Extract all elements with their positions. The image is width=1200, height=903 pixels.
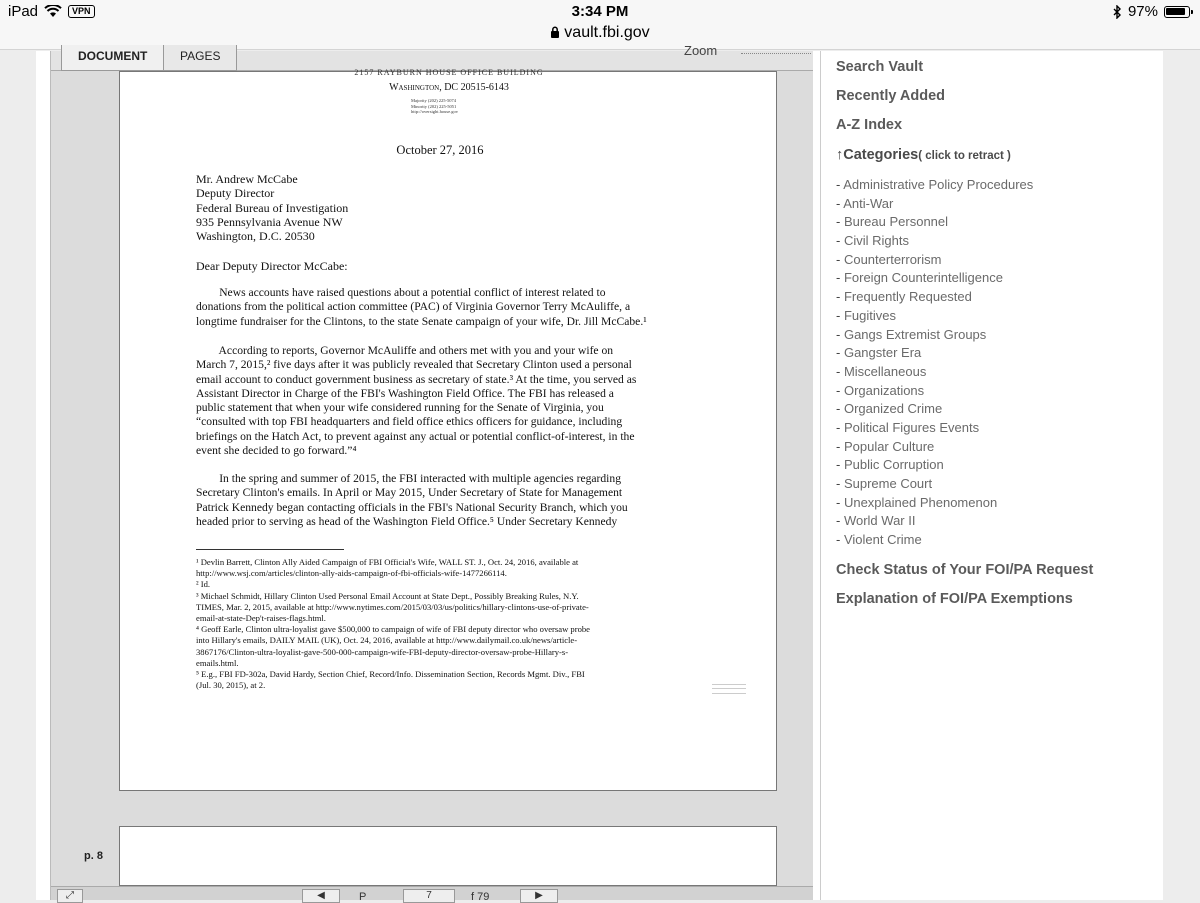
footnote-rule — [196, 549, 344, 550]
fullscreen-icon[interactable]: ⤢ — [57, 889, 83, 903]
text-line: According to reports, Governor McAuliffe and others met with you and your wife on — [196, 344, 614, 357]
web-page — [36, 43, 1163, 903]
url-text: vault.fbi.gov — [564, 24, 650, 41]
paragraph-2 — [196, 344, 676, 458]
category-label: Fugitives — [843, 307, 896, 323]
category-item[interactable]: - Popular Culture — [836, 438, 935, 454]
check-status-link[interactable]: Check Status of Your FOI/PA Request — [836, 562, 1094, 578]
phone-line: Minority (202) 225-5051 — [411, 103, 457, 109]
category-label: Unexplained Phenomenon — [843, 494, 998, 510]
phone-line: http://oversight.house.gov — [411, 109, 458, 114]
categories-title: ↑Categories — [836, 147, 919, 163]
letter-header-city: Washington, DC 20515-6143 — [389, 82, 509, 93]
category-label: World War II — [843, 513, 916, 529]
device-label: iPad — [8, 3, 39, 20]
tab-document[interactable]: DOCUMENT — [61, 45, 164, 71]
page-total: f 79 — [471, 891, 490, 903]
search-vault-link[interactable]: Search Vault — [836, 59, 924, 75]
bluetooth-icon — [1113, 5, 1122, 19]
footnote-line: TIMES, Mar. 2, 2015, available at http://www.nytimes.com/2015/03/03/us/politics/hillary-clintons-use-of-private- — [196, 601, 589, 612]
footnote-line: emails.html. — [196, 657, 239, 668]
categories-list — [836, 176, 1033, 550]
page-prefix: P — [359, 891, 367, 903]
category-item[interactable]: - Gangster Era — [836, 345, 922, 361]
category-label: Administrative Policy Procedures — [843, 177, 1034, 192]
text-line: In the spring and summer of 2015, the FBI interacted with multiple agencies regarding — [196, 472, 622, 485]
footnote-line: ¹ Devlin Barrett, Clinton Ally Aided Campaign of FBI Official's Wife, WALL ST. J., Oct. 24, 2016, available at — [196, 557, 579, 567]
letter-header-building: 2157 RAYBURN HOUSE OFFICE BUILDING — [354, 68, 544, 77]
address-line: Mr. Andrew McCabe — [196, 172, 298, 186]
battery-percent: 97% — [1127, 3, 1158, 20]
category-item[interactable]: - Bureau Personnel — [836, 214, 949, 230]
address-line: 935 Pennsylvania Avenue NW — [196, 214, 343, 229]
letter-date: October 27, 2016 — [396, 143, 484, 157]
address-line: Federal Bureau of Investigation — [196, 200, 349, 215]
text-line: event she decided to go forward.”⁴ — [196, 444, 357, 458]
document-page — [119, 68, 777, 791]
paragraph-3 — [196, 472, 676, 529]
address-line: Deputy Director — [196, 186, 275, 201]
categories-hint: ( click to retract ) — [918, 150, 1011, 162]
exemptions-link[interactable]: Explanation of FOI/PA Exemptions — [836, 591, 1073, 607]
category-label: Civil Rights — [843, 233, 909, 249]
category-label: Anti-War — [843, 195, 894, 211]
categories-toggle[interactable] — [836, 147, 1011, 163]
category-label: Popular Culture — [843, 438, 935, 454]
document-viewer — [50, 43, 812, 903]
text-line: email account to conduct government business as secretary of state.³ At the time, you served as — [196, 372, 637, 386]
page-number-label: p. 8 — [84, 850, 103, 862]
category-item[interactable]: - Political Figures Events — [836, 419, 980, 435]
category-label: Gangster Era — [843, 345, 922, 361]
footnote-line: email-at-state-Dep't-raises-flags.html. — [196, 613, 326, 624]
category-item[interactable]: - Violent Crime — [836, 532, 922, 548]
page-input[interactable]: 7 — [403, 889, 455, 903]
category-item[interactable]: - Supreme Court — [836, 476, 933, 491]
phone-line: Majority (202) 225-5074 — [411, 98, 456, 103]
footnote-line: 3867176/Clinton-ultra-loyalist-gave-500-000-campaign-wife-FBI-deputy-director-oversaw-probe-Hillary-s- — [196, 646, 569, 657]
recently-added-link[interactable]: Recently Added — [836, 88, 946, 104]
category-label: Political Figures Events — [843, 419, 980, 435]
category-item[interactable]: - Public Corruption — [836, 457, 944, 473]
category-label: Counterterrorism — [843, 251, 942, 267]
footnote-line: ⁵ E.g., FBI FD-302a, David Hardy, Section Chief, Record/Info. Dissemination Section, Records Mgmt. Div., FBI — [196, 669, 585, 680]
category-label: Public Corruption — [843, 457, 944, 473]
category-label: Miscellaneous — [843, 363, 927, 379]
viewer-toolbar — [51, 886, 813, 903]
zoom-slider[interactable] — [741, 53, 811, 59]
category-label: Organizations — [843, 382, 925, 398]
text-line: Secretary Clinton's emails. In April or May 2015, Under Secretary of State for Management — [196, 486, 623, 500]
category-label: Bureau Personnel — [843, 214, 949, 230]
category-label: Violent Crime — [843, 532, 922, 548]
text-line: Assistant Director in Charge of the FBI's Washington Field Office. The FBI has released a — [196, 386, 614, 400]
status-time: 3:34 PM — [571, 3, 629, 20]
category-item[interactable]: - Frequently Requested — [836, 289, 972, 305]
address-line: Washington, D.C. 20530 — [196, 229, 315, 244]
category-label: Foreign Counterintelligence — [843, 270, 1003, 286]
vpn-badge: VPN — [68, 5, 95, 18]
category-item[interactable]: - Gangs Extremist Groups — [836, 326, 987, 342]
footnote-line: ⁴ Geoff Earle, Clinton ultra-loyalist gave $500,000 to campaign of wife of FBI deputy director who oversaw probe — [196, 624, 590, 635]
lock-icon — [550, 26, 560, 38]
footnote-line: ² Id. — [196, 579, 211, 590]
status-bar — [0, 0, 1200, 50]
status-right — [1113, 3, 1190, 20]
category-item[interactable]: - Miscellaneous — [836, 363, 927, 379]
text-line: public statement that when your wife considered running for the Senate of Virginia, you — [196, 401, 604, 415]
footnote-line: into Hillary's emails, DAILY MAIL (UK), Oct. 24, 2016, available at http://www.dailymail.co.uk/news/article- — [196, 635, 578, 646]
salutation: Dear Deputy Director McCabe: — [196, 259, 348, 273]
a-z-index-link[interactable]: A-Z Index — [836, 117, 903, 133]
category-item[interactable]: - World War II — [836, 513, 916, 529]
letter-phones — [411, 98, 458, 115]
next-document-page — [119, 826, 777, 886]
category-item[interactable]: - Civil Rights — [836, 233, 909, 249]
category-label: Organized Crime — [843, 401, 943, 417]
text-line: “consulted with top FBI headquarters and field office ethics officers for guidance, including — [196, 415, 623, 429]
previous-page-button[interactable]: ◀ — [302, 889, 340, 903]
category-item[interactable]: - Organized Crime — [836, 401, 943, 417]
category-item[interactable]: - Administrative Policy Procedures — [836, 177, 1034, 192]
next-page-button[interactable]: ▶ — [520, 889, 558, 903]
category-item[interactable]: - Unexplained Phenomenon — [836, 494, 998, 510]
category-label: Gangs Extremist Groups — [843, 326, 987, 342]
text-line: Patrick Kennedy began contacting officials in the FBI's National Security Branch, which you — [196, 500, 628, 514]
category-label: Frequently Requested — [843, 289, 972, 305]
text-line: March 7, 2015,² five days after it was publicly revealed that Secretary Clinton used a personal — [196, 358, 632, 372]
tab-pages[interactable]: PAGES — [163, 45, 237, 71]
category-item[interactable]: - Fugitives — [836, 307, 896, 323]
sidebar — [820, 51, 1163, 900]
page-grip-icon[interactable] — [712, 684, 746, 694]
text-line: briefings on the Hatch Act, to prevent against any actual or potential conflict-of-interest, in the — [196, 429, 635, 443]
document-scroll-area[interactable] — [51, 68, 813, 886]
text-line: donations from the political action committee (PAC) of Virginia Governor Terry McAuliffe, a — [196, 300, 631, 314]
footnote-line: ³ Michael Schmidt, Hillary Clinton Used Personal Email Account at State Dept., Possibly Breaking Rules, N.Y. — [196, 590, 579, 601]
text-line: longtime fundraiser for the Clintons, to the state Senate campaign of your wife, Dr. Jill McCabe.¹ — [196, 314, 647, 328]
category-item[interactable]: - Organizations — [836, 382, 925, 398]
recipient-address — [196, 172, 348, 243]
text-line: headed prior to serving as head of the Washington Field Office.⁵ Under Secretary Kennedy — [196, 514, 618, 528]
category-item[interactable]: - Anti-War — [836, 195, 894, 211]
paragraph-1 — [196, 286, 676, 329]
category-label: Supreme Court — [843, 476, 933, 491]
category-item[interactable]: - Foreign Counterintelligence — [836, 270, 1003, 286]
text-line: News accounts have raised questions about a potential conflict of interest related to — [196, 286, 606, 299]
footnote-line: (Jul. 30, 2015), at 2. — [196, 680, 266, 691]
zoom-label: Zoom — [684, 43, 718, 58]
category-item[interactable]: - Counterterrorism — [836, 251, 942, 267]
address-bar[interactable] — [0, 24, 1200, 42]
battery-icon — [1164, 6, 1190, 18]
footnote-line: http://www.wsj.com/articles/clinton-ally-aids-campaign-of-fbi-officials-wife-1477266114. — [196, 568, 507, 579]
footnotes — [196, 557, 590, 691]
